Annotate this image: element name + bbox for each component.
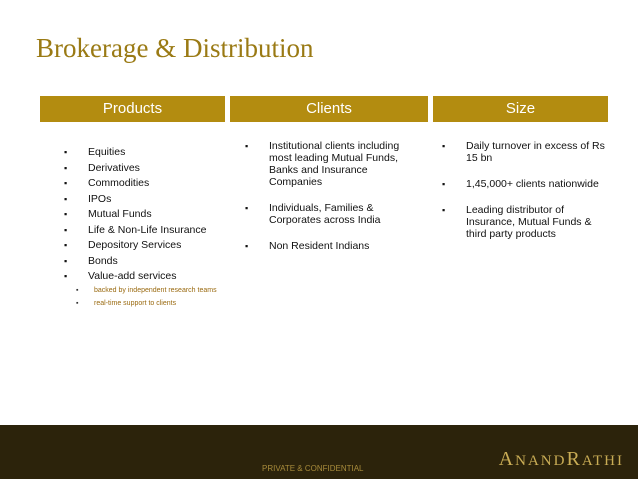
- products-list: [64, 145, 234, 285]
- client-item: ▪ Non Resident Indians: [245, 240, 417, 252]
- size-column: [442, 140, 608, 254]
- product-item: ▪ Bonds: [64, 254, 234, 270]
- product-item: ▪ Equities: [64, 145, 234, 161]
- size-item: ▪ 1,45,000+ clients nationwide: [442, 178, 608, 190]
- logo-letter: A: [498, 448, 516, 470]
- anand-rathi-logo: [499, 448, 624, 471]
- confidential-label: PRIVATE & CONFIDENTIAL: [262, 464, 364, 473]
- value-add-item: ▪ backed by independent research teams: [64, 287, 234, 295]
- size-list: [442, 140, 608, 240]
- product-item: ▪ Commodities: [64, 176, 234, 192]
- client-item: ▪ Individuals, Families & Corporates across India: [245, 202, 417, 226]
- clients-column: [245, 140, 417, 266]
- clients-header: Clients: [230, 96, 428, 122]
- clients-list: [245, 140, 417, 252]
- value-add-item: ▪ real-time support to clients: [64, 300, 234, 308]
- product-item: ▪ Life & Non-Life Insurance: [64, 223, 234, 239]
- logo-letter: R: [566, 448, 582, 470]
- product-item: ▪ Depository Services: [64, 238, 234, 254]
- products-column: [64, 145, 234, 313]
- logo-letters: ATHI: [581, 453, 624, 469]
- client-item: ▪ Institutional clients including most leading Mutual Funds, Banks and Insurance Companies: [245, 140, 417, 188]
- product-item: ▪ Derivatives: [64, 161, 234, 177]
- size-item: ▪ Daily turnover in excess of Rs 15 bn: [442, 140, 608, 164]
- product-item: ▪ Value-add services: [64, 269, 234, 285]
- product-item: ▪ Mutual Funds: [64, 207, 234, 223]
- size-header: Size: [433, 96, 608, 122]
- logo-letters: NAND: [515, 453, 567, 469]
- value-add-sublist: [64, 287, 234, 308]
- slide-title: Brokerage & Distribution: [36, 33, 314, 63]
- products-header: Products: [40, 96, 225, 122]
- size-item: ▪ Leading distributor of Insurance, Mutual Funds & third party products: [442, 204, 608, 240]
- product-item: ▪ IPOs: [64, 192, 234, 208]
